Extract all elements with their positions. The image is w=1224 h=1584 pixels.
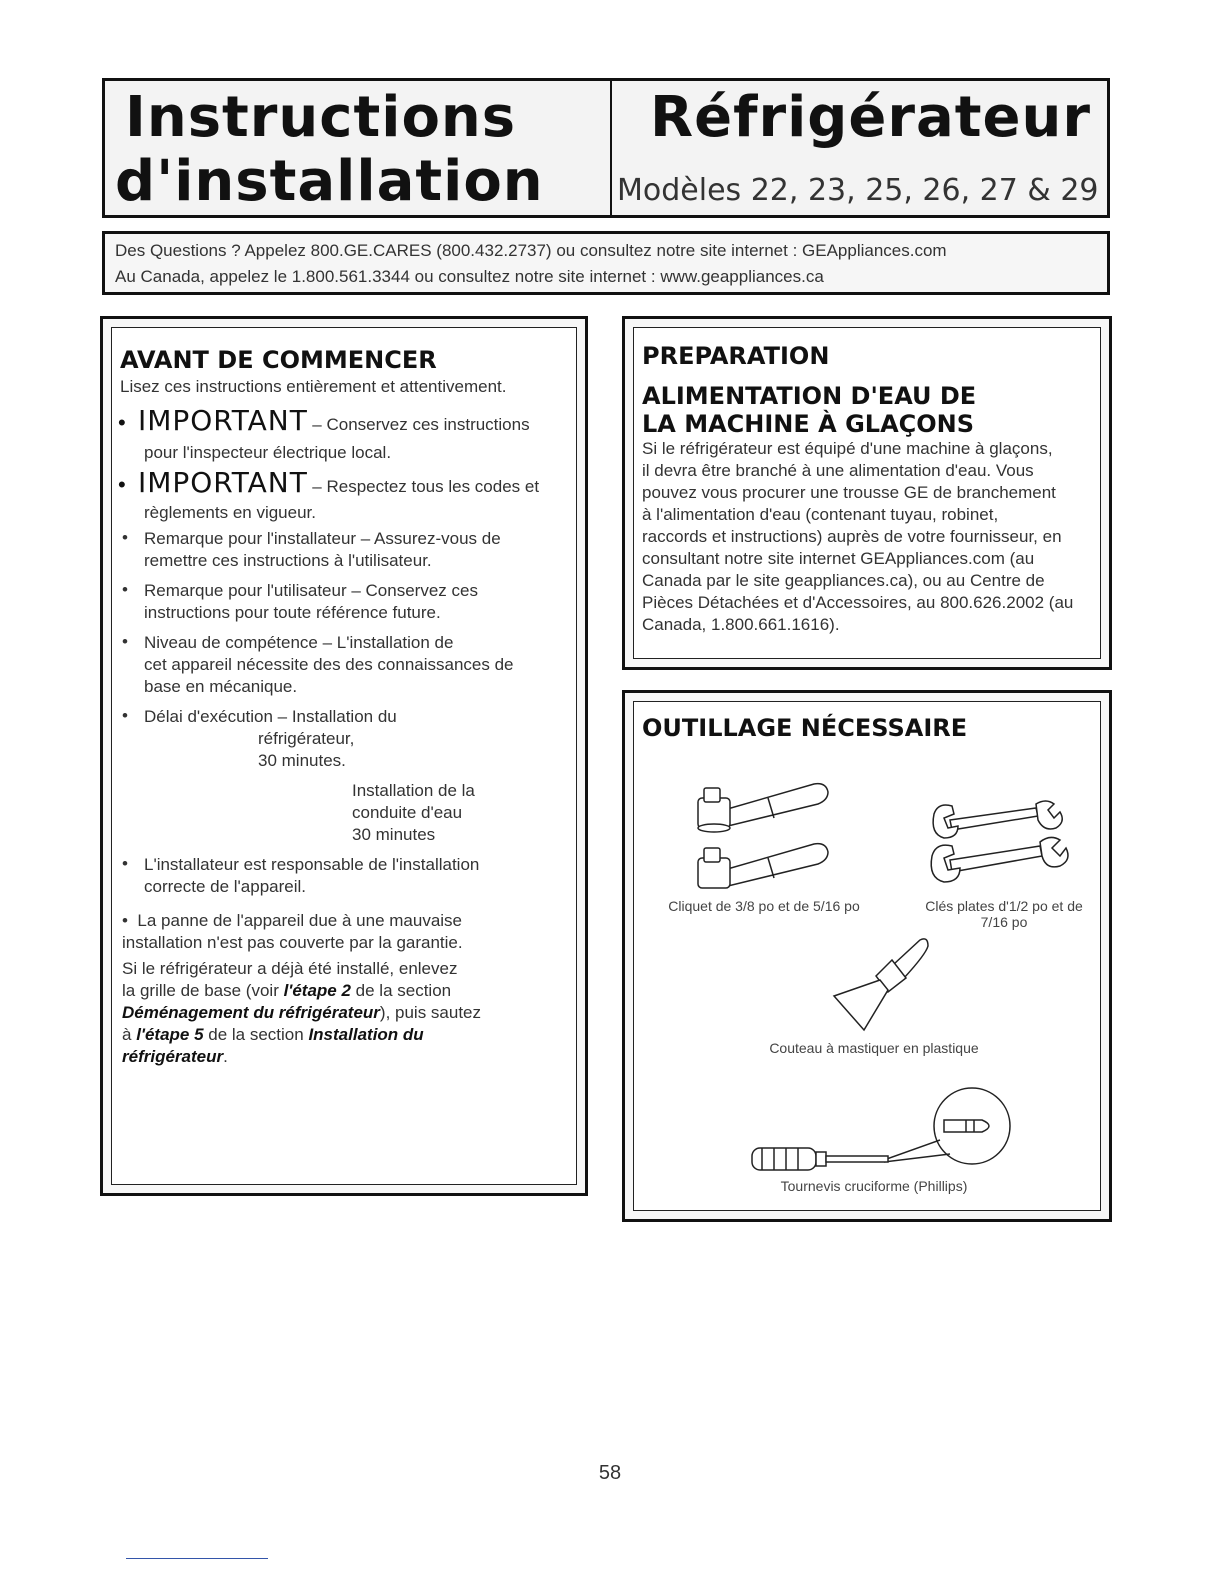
- note-installer-line-1: Remarque pour l'installateur – Assurez-vous de: [144, 529, 501, 548]
- important-label-2: IMPORTANT: [137, 466, 308, 499]
- ratchet-icon: [684, 770, 844, 890]
- bullet-dot: •: [122, 706, 128, 725]
- wrench-caption-line-2: 7/16 po: [980, 914, 1028, 930]
- resp-line-1: L'installateur est responsable de l'installation: [144, 855, 480, 874]
- bullet-dot: •: [122, 528, 128, 547]
- already-line-4a: à: [122, 1025, 137, 1044]
- title-header: [102, 78, 1110, 218]
- ice-maker-subheading-1: ALIMENTATION D'EAU DE: [642, 382, 977, 410]
- time-line-5: conduite d'eau: [352, 803, 463, 822]
- bullet-dot: •: [122, 632, 128, 651]
- header-divider: [610, 81, 612, 215]
- already-line-1: Si le réfrigérateur a déjà été installé, enlevez: [122, 959, 458, 978]
- already-section-ref-2: Installation du: [308, 1025, 424, 1044]
- time-line-1: Délai d'exécution – Installation du: [144, 707, 397, 726]
- contact-line-us: Des Questions ? Appelez 800.GE.CARES (800.432.2737) ou consultez notre site internet : GEAppliances.com: [115, 241, 947, 260]
- putty-knife-caption: Couteau à mastiquer en plastique: [769, 1040, 979, 1056]
- responsibility: [144, 854, 479, 898]
- warranty-line-1: La panne de l'appareil due à une mauvaise: [137, 911, 463, 930]
- prep-line: pouvez vous procurer une trousse GE de branchement: [642, 483, 1056, 502]
- footer-line: [126, 1558, 268, 1559]
- title-instructions: Instructions: [125, 85, 517, 150]
- avant-panel-inner: [111, 327, 577, 1185]
- time-line-3: 30 minutes.: [258, 751, 346, 770]
- bullet-dot: •: [122, 854, 128, 873]
- important-text-2: – Respectez tous les codes et: [312, 477, 540, 496]
- tools-heading: OUTILLAGE NÉCESSAIRE: [642, 714, 968, 742]
- avant-heading: AVANT DE COMMENCER: [120, 346, 437, 374]
- important-cont-2: règlements en vigueur.: [144, 503, 316, 522]
- resp-line-2: correcte de l'appareil.: [144, 877, 306, 896]
- skill-level: [144, 632, 514, 698]
- ice-maker-subheading-2: LA MACHINE À GLAÇONS: [642, 410, 975, 438]
- prep-line: il devra être branché à une alimentation d'eau. Vous: [642, 461, 1034, 480]
- warranty: • La panne de l'appareil due à une mauvaise installation n'est pas couverte par la garantie.: [122, 911, 463, 952]
- preparation-heading: PREPARATION: [642, 342, 830, 370]
- already-installed-note: [122, 958, 582, 1068]
- contact-line-canada: Au Canada, appelez le 1.800.561.3344 ou consultez notre site internet : www.geappliances.ca: [115, 267, 824, 286]
- avant-intro: Lisez ces instructions entièrement et attentivement.: [120, 377, 507, 396]
- already-step2-ref: l'étape 2: [283, 981, 351, 1000]
- tools-panel: [622, 690, 1112, 1222]
- important-cont-1: pour l'inspecteur électrique local.: [144, 443, 392, 462]
- note-user-line-1: Remarque pour l'utilisateur – Conservez ces: [144, 581, 478, 600]
- already-line-5b: .: [223, 1047, 228, 1066]
- bullet-dot: •: [122, 580, 128, 599]
- preparation-panel-inner: [633, 327, 1101, 659]
- wrench-icon: [924, 798, 1074, 894]
- wrench-caption-line-1: Clés plates d'1/2 po et de: [925, 898, 1083, 914]
- already-line-4c: de la section: [203, 1025, 309, 1044]
- prep-line: Canada, 1.800.661.1616).: [642, 615, 840, 634]
- phillips-screwdriver-icon: [744, 1082, 1024, 1182]
- skill-line-1: Niveau de compétence – L'installation de: [144, 633, 454, 652]
- ratchet-caption: Cliquet de 3/8 po et de 5/16 po: [668, 898, 860, 914]
- warranty-line-2: installation n'est pas couverte par la garantie.: [122, 933, 463, 952]
- models-subtitle: Modèles 22, 23, 25, 26, 27 & 29: [617, 173, 1099, 208]
- prep-line: Pièces Détachées et d'Accessoires, au 800.626.2002 (au: [642, 593, 1074, 612]
- note-user: [144, 580, 478, 624]
- note-user-line-2: instructions pour toute référence future.: [144, 603, 441, 622]
- important-item-1: • IMPORTANT – Conservez ces instructions: [118, 404, 530, 437]
- prep-line: Canada par le site geappliances.ca), ou au Centre de: [642, 571, 1045, 590]
- avant-panel: [100, 316, 588, 1196]
- time-line-6: 30 minutes: [352, 825, 436, 844]
- already-section-ref-1: Déménagement du réfrigérateur: [122, 1003, 380, 1022]
- prep-line: Si le réfrigérateur est équipé d'une machine à glaçons,: [642, 439, 1053, 458]
- prep-line: à l'alimentation d'eau (contenant tuyau, robinet,: [642, 505, 999, 524]
- already-section-ref-3: réfrigérateur: [122, 1047, 224, 1066]
- title-refrigerateur: Réfrigérateur: [650, 85, 1091, 150]
- already-step5-ref: l'étape 5: [136, 1025, 204, 1044]
- important-item-2: • IMPORTANT – Respectez tous les codes et: [118, 466, 540, 499]
- time-line-2: réfrigérateur,: [258, 729, 355, 748]
- putty-knife-icon: [824, 934, 934, 1034]
- note-installer-line-2: remettre ces instructions à l'utilisateur.: [144, 551, 432, 570]
- tools-panel-inner: [633, 701, 1101, 1211]
- important-label-1: IMPORTANT: [137, 404, 308, 437]
- time-line-4: Installation de la: [352, 781, 475, 800]
- preparation-panel: [622, 316, 1112, 670]
- already-line-2a: la grille de base (voir: [122, 981, 284, 1000]
- prep-line: raccords et instructions) auprès de votre fournisseur, en: [642, 527, 1062, 546]
- already-line-3b: ), puis sautez: [379, 1003, 482, 1022]
- preparation-body: [642, 438, 1104, 636]
- title-installation: d'installation: [115, 149, 544, 214]
- note-installer: [144, 528, 501, 572]
- already-line-2c: de la section: [350, 981, 452, 1000]
- important-text-1: – Conservez ces instructions: [312, 415, 530, 434]
- screwdriver-caption: Tournevis cruciforme (Phillips): [780, 1178, 968, 1194]
- skill-line-3: base en mécanique.: [144, 677, 298, 696]
- wrench-caption: [904, 898, 1104, 930]
- page-number: 58: [598, 1462, 622, 1484]
- contact-box: [102, 231, 1110, 295]
- prep-line: consultant notre site internet GEAppliances.com (au: [642, 549, 1035, 568]
- skill-line-2: cet appareil nécessite des des connaissances de: [144, 655, 514, 674]
